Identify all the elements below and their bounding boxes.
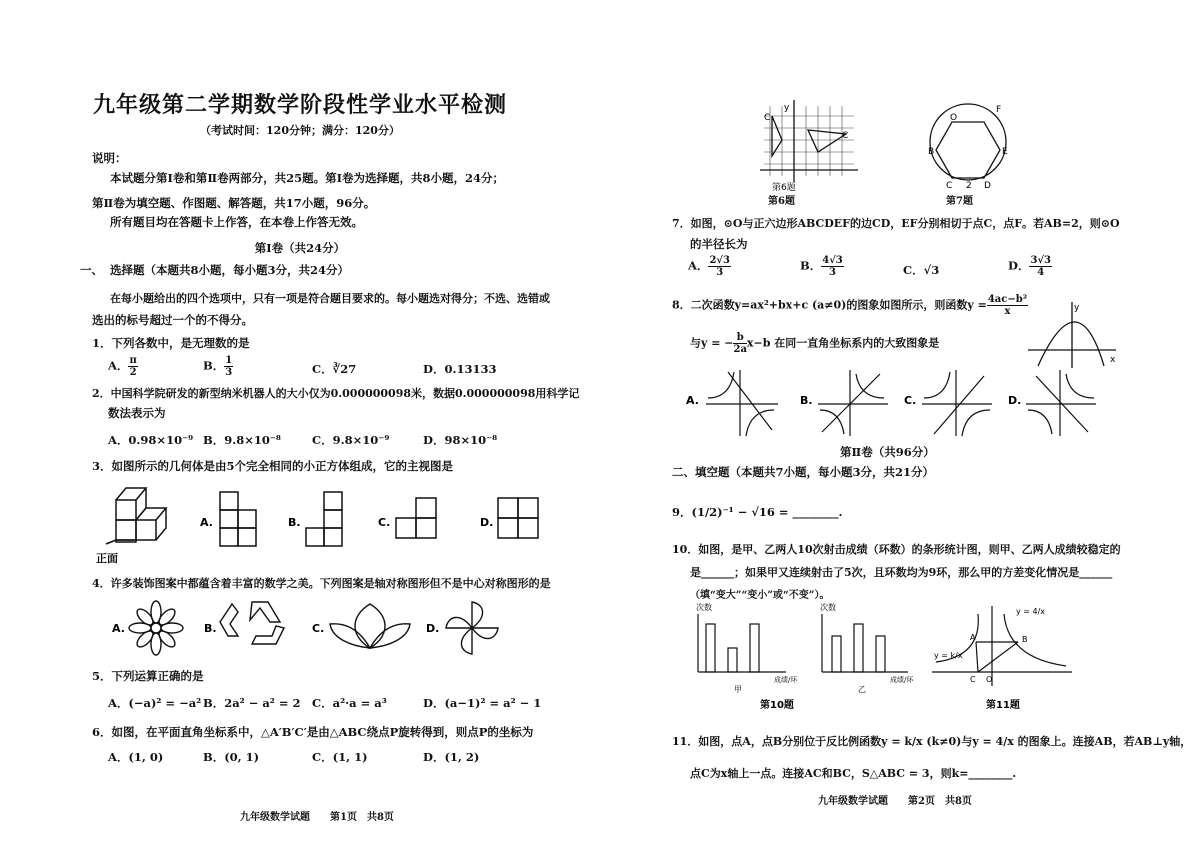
svg-text:y = k/x: y = k/x bbox=[934, 651, 963, 660]
q2-option-d: D．98×10⁻⁸ bbox=[423, 433, 498, 447]
page-title: 九年级第二学期数学阶段性学业水平检测 bbox=[92, 92, 507, 118]
section1-desc-1: 在每小题给出的四个选项中，只有一项是符合题目要求的。每小题选对得分；不选、选错或 bbox=[110, 292, 550, 305]
q10-q11-figures bbox=[682, 600, 1112, 712]
q3-option-b-figure bbox=[306, 492, 342, 546]
note-label: 说明： bbox=[92, 151, 127, 165]
q3-option-c-label: C. bbox=[378, 516, 391, 529]
q8-option-b-graph bbox=[818, 370, 888, 436]
figure-6-label: 第6题 bbox=[768, 196, 795, 207]
q4-option-c-label: C. bbox=[312, 622, 325, 635]
jia-y-axis-label: 次数 bbox=[696, 603, 712, 612]
bar bbox=[706, 624, 715, 672]
question-10-line-2: 是______；如果甲又连续射击了5次，且环数均为9环，那么甲的方差变化情况是______ bbox=[690, 566, 1113, 579]
q1-option-d: D．0.13133 bbox=[423, 362, 497, 376]
q4-option-c-figure bbox=[330, 604, 410, 648]
bar-chart-jia bbox=[696, 602, 798, 694]
q7-option-c: C．√3 bbox=[903, 263, 940, 277]
q8-parabola-graph bbox=[1024, 298, 1120, 370]
q4-option-d-label: D. bbox=[426, 622, 440, 635]
svg-text:y = 4/x: y = 4/x bbox=[1016, 607, 1046, 616]
svg-text:O: O bbox=[986, 675, 993, 684]
question-9: 9．(1/2)⁻¹ − √16 = ________. bbox=[672, 505, 843, 519]
q5-option-c: C．a²·a = a³ bbox=[312, 696, 387, 710]
q1-option-a: A． $\frac{\pi}{2}$ bbox=[108, 355, 137, 378]
jia-caption: 甲 bbox=[734, 685, 742, 694]
q4-option-d-figure bbox=[446, 602, 498, 654]
bar bbox=[876, 636, 885, 672]
yi-caption: 乙 bbox=[858, 685, 866, 694]
question-10-line-3: （填“变大”“变小”或“不变”）。 bbox=[690, 590, 830, 601]
q4-option-b-figure bbox=[220, 602, 284, 644]
part2-heading: 第Ⅱ卷（共96分） bbox=[840, 445, 935, 459]
figure-6-graph bbox=[758, 96, 868, 194]
section1-desc-2: 选出的标号超过一个的不得分。 bbox=[92, 313, 253, 327]
figure-11-graph bbox=[932, 606, 1072, 686]
q1-option-c: C．∛27 bbox=[312, 362, 357, 376]
question-2-line-2: 数法表示为 bbox=[108, 406, 166, 420]
q3-option-b-label: B. bbox=[288, 516, 301, 529]
q8-option-a-graph bbox=[706, 370, 778, 436]
q6-option-d: D．(1, 2) bbox=[423, 750, 480, 764]
q8-option-a-label: A. bbox=[686, 394, 699, 407]
bar-chart-yi bbox=[820, 602, 914, 694]
q3-figures bbox=[96, 478, 576, 566]
svg-text:B: B bbox=[1022, 635, 1028, 644]
question-6: 6．如图，在平面直角坐标系中，△A′B′C′是由△ABC绕点P旋转得到，则点P的坐标为 bbox=[92, 725, 534, 739]
figure-10-caption: 第10题 bbox=[760, 700, 794, 711]
svg-text:A: A bbox=[970, 633, 976, 642]
q3-option-a-label: A. bbox=[200, 516, 213, 529]
note-line-3: 所有题目均在答题卡上作答，在本卷上作答无效。 bbox=[110, 215, 363, 229]
figure-11-caption: 第11题 bbox=[986, 700, 1020, 711]
exam-info: （考试时间：120分钟；满分：120分） bbox=[200, 124, 400, 137]
q2-option-a: A．0.98×10⁻⁹ bbox=[108, 433, 194, 447]
q7-option-a: A． $\frac{2√3}{3}$ bbox=[688, 255, 730, 278]
q8-option-d-graph bbox=[1026, 370, 1096, 436]
question-11-line-1: 11．如图，点A，点B分别位于反比例函数y = k/x (k≠0)与y = 4/x 的图象上。连接AB，若AB⊥y轴， bbox=[672, 735, 1192, 748]
q5-option-d: D．(a−1)² = a² − 1 bbox=[423, 696, 542, 710]
bar bbox=[728, 648, 737, 672]
bar bbox=[832, 636, 841, 672]
q4-option-a-figure bbox=[129, 601, 183, 655]
svg-text:C: C bbox=[764, 113, 771, 123]
svg-text:E: E bbox=[1002, 147, 1008, 157]
bar bbox=[854, 624, 863, 672]
page-footer-left: 九年级数学试题 第1页 共8页 bbox=[240, 812, 394, 823]
question-5: 5．下列运算正确的是 bbox=[92, 669, 204, 683]
section1-heading: 选择题（本题共8小题，每小题3分，共24分） bbox=[110, 263, 350, 277]
q5-option-b: B．2a² − a² = 2 bbox=[203, 696, 301, 710]
yi-y-axis-label: 次数 bbox=[820, 603, 836, 612]
svg-text:O: O bbox=[950, 113, 958, 123]
svg-text:B: B bbox=[928, 147, 935, 157]
svg-text:y: y bbox=[1074, 303, 1080, 313]
q4-option-a-label: A. bbox=[112, 622, 125, 635]
page-footer-right: 九年级数学试题 第2页 共8页 bbox=[818, 796, 972, 807]
svg-text:F: F bbox=[996, 105, 1002, 115]
q6-option-b: B．(0, 1) bbox=[203, 750, 260, 764]
question-11-line-2: 点C为x轴上一点。连接AC和BC，S△ABC = 3，则k=________. bbox=[690, 767, 1017, 780]
svg-text:D: D bbox=[984, 181, 991, 191]
bar bbox=[750, 624, 759, 672]
yi-x-axis-label: 成绩/环 bbox=[890, 676, 914, 684]
q8-option-c-graph bbox=[922, 370, 992, 436]
svg-text:C: C bbox=[842, 131, 849, 141]
part1-heading: 第Ⅰ卷（共24分） bbox=[254, 241, 346, 255]
question-2-line-1: 2．中国科学院研发的新型纳米机器人的大小仅为0.000000098米，数据0.000000098用科学记 bbox=[92, 387, 580, 400]
q3-option-d-figure bbox=[498, 498, 538, 538]
q4-figures bbox=[100, 596, 540, 660]
q3-option-a-figure bbox=[220, 492, 256, 546]
question-7-line-1: 7．如图，⊙O与正六边形ABCDEF的边CD，EF分别相切于点C，点F。若AB=2，则⊙O bbox=[672, 217, 1120, 230]
q3-front-label: 正面 bbox=[96, 552, 118, 565]
q5-option-a: A．(−a)² = −a² bbox=[108, 696, 202, 710]
svg-text:y: y bbox=[784, 103, 790, 113]
question-10-line-1: 10．如图，是甲、乙两人10次射击成绩（环数）的条形统计图，则甲、乙两人成绩较稳定的 bbox=[672, 543, 1121, 556]
q8-options bbox=[684, 364, 1104, 440]
q8-option-c-label: C. bbox=[904, 394, 917, 407]
q3-option-d-label: D. bbox=[480, 516, 494, 529]
section1-number: 一、 bbox=[80, 263, 103, 277]
q3-option-c-figure bbox=[396, 498, 436, 538]
q7-option-d: D． $\frac{3√3}{4}$ bbox=[1008, 255, 1051, 278]
jia-x-axis-label: 成绩/环 bbox=[774, 676, 798, 684]
q2-option-c: C．9.8×10⁻⁹ bbox=[312, 433, 390, 447]
svg-text:x: x bbox=[1110, 355, 1116, 365]
note-line-1: 本试题分第Ⅰ卷和第Ⅱ卷两部分，共25题。第Ⅰ卷为选择题，共8小题，24分； bbox=[110, 171, 504, 185]
svg-text:C: C bbox=[970, 675, 976, 684]
question-1: 1．下列各数中，是无理数的是 bbox=[92, 336, 250, 350]
q6-option-a: A．(1, 0) bbox=[108, 750, 164, 764]
question-8-line-2: 与y = − $\frac{b}{2a}$ x−b 在同一直角坐标系内的大致图象是 bbox=[690, 332, 940, 355]
question-8-line-1: 8．二次函数y=ax²+bx+c (a≠0)的图象如图所示，则函数y = $\frac{\text{4ac−b²}}{x}$ bbox=[672, 294, 1028, 317]
question-4: 4．许多装饰图案中都蕴含着丰富的数学之美。下列图案是轴对称图形但不是中心对称图形的是 bbox=[92, 577, 551, 590]
q6-option-c: C．(1, 1) bbox=[312, 750, 368, 764]
q8-option-b-label: B. bbox=[800, 394, 813, 407]
figure-7-hexagon bbox=[920, 100, 1020, 196]
q1-option-b: B． $\frac{1}{3}$ bbox=[203, 355, 233, 378]
q7-option-b: B． $\frac{4√3}{3}$ bbox=[800, 255, 843, 278]
q3-solid-figure bbox=[106, 488, 166, 544]
q8-option-d-label: D. bbox=[1008, 394, 1022, 407]
question-3: 3．如图所示的几何体是由5个完全相同的小正方体组成，它的主视图是 bbox=[92, 459, 453, 473]
svg-text:C: C bbox=[946, 181, 953, 191]
question-7-line-2: 的半径长为 bbox=[690, 237, 748, 251]
svg-text:2: 2 bbox=[966, 181, 972, 191]
figure-6-caption: 第6题 bbox=[772, 183, 796, 193]
q4-option-b-label: B. bbox=[204, 622, 217, 635]
section2-heading: 二、填空题（本题共7小题，每小题3分，共21分） bbox=[672, 465, 935, 479]
figure-7-label: 第7题 bbox=[946, 196, 973, 207]
q2-option-b: B．9.8×10⁻⁸ bbox=[203, 433, 281, 447]
note-line-2: 第Ⅱ卷为填空题、作图题、解答题，共17小题，96分。 bbox=[92, 196, 376, 210]
